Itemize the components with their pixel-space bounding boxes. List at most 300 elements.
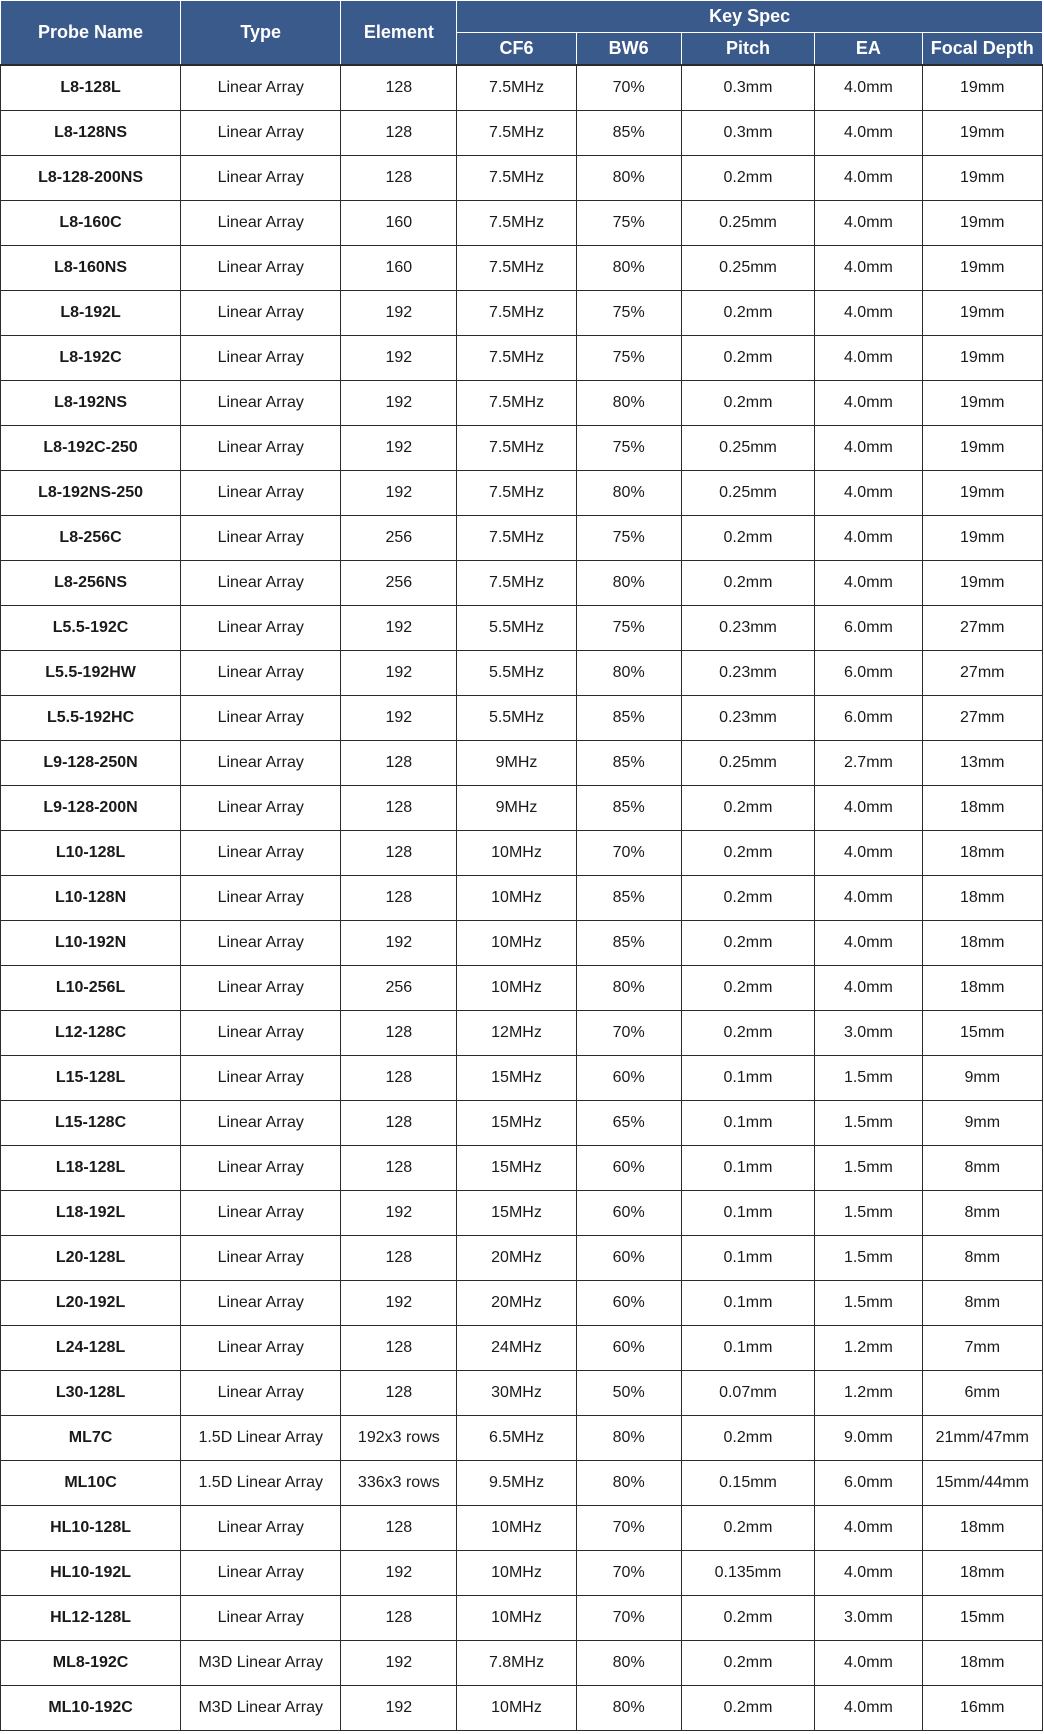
table-row	[1, 1101, 1043, 1146]
bw6-cell: 80%	[576, 246, 681, 291]
element-cell: 192	[341, 291, 457, 336]
ea-cell: 1.5mm	[815, 1281, 922, 1326]
bw6-cell: 85%	[576, 786, 681, 831]
ea-cell: 4.0mm	[815, 1641, 922, 1686]
type-cell: Linear Array	[181, 921, 341, 966]
cf6-cell: 7.8MHz	[457, 1641, 576, 1686]
bw6-cell: 80%	[576, 966, 681, 1011]
table-row	[1, 876, 1043, 921]
ea-cell: 6.0mm	[815, 651, 922, 696]
bw6-cell: 75%	[576, 201, 681, 246]
type-cell: Linear Array	[181, 561, 341, 606]
table-row	[1, 291, 1043, 336]
cf6-cell: 5.5MHz	[457, 606, 576, 651]
focal-depth-cell: 27mm	[922, 696, 1043, 741]
probe-name-cell: L18-128L	[1, 1146, 181, 1191]
bw6-cell: 50%	[576, 1371, 681, 1416]
element-cell: 192	[341, 1551, 457, 1596]
bw6-cell: 75%	[576, 426, 681, 471]
bw6-cell: 85%	[576, 921, 681, 966]
header-key-spec: Key Spec	[457, 1, 1043, 33]
header-cf6: CF6	[457, 33, 576, 66]
ea-cell: 4.0mm	[815, 831, 922, 876]
table-row	[1, 1461, 1043, 1506]
table-row	[1, 921, 1043, 966]
element-cell: 160	[341, 246, 457, 291]
bw6-cell: 70%	[576, 1011, 681, 1056]
bw6-cell: 85%	[576, 876, 681, 921]
header-type: Type	[181, 1, 341, 66]
element-cell: 128	[341, 1056, 457, 1101]
table-row	[1, 1371, 1043, 1416]
table-row	[1, 1686, 1043, 1731]
ea-cell: 4.0mm	[815, 426, 922, 471]
cf6-cell: 30MHz	[457, 1371, 576, 1416]
focal-depth-cell: 7mm	[922, 1326, 1043, 1371]
bw6-cell: 70%	[576, 831, 681, 876]
ea-cell: 4.0mm	[815, 291, 922, 336]
probe-name-cell: L8-128NS	[1, 111, 181, 156]
ea-cell: 4.0mm	[815, 561, 922, 606]
probe-name-cell: L20-192L	[1, 1281, 181, 1326]
focal-depth-cell: 19mm	[922, 336, 1043, 381]
cf6-cell: 15MHz	[457, 1146, 576, 1191]
cf6-cell: 10MHz	[457, 876, 576, 921]
element-cell: 128	[341, 111, 457, 156]
cf6-cell: 5.5MHz	[457, 696, 576, 741]
cf6-cell: 9MHz	[457, 786, 576, 831]
focal-depth-cell: 19mm	[922, 291, 1043, 336]
bw6-cell: 70%	[576, 1596, 681, 1641]
bw6-cell: 60%	[576, 1236, 681, 1281]
ea-cell: 4.0mm	[815, 201, 922, 246]
bw6-cell: 80%	[576, 1686, 681, 1731]
element-cell: 256	[341, 516, 457, 561]
probe-name-cell: L12-128C	[1, 1011, 181, 1056]
type-cell: Linear Array	[181, 381, 341, 426]
type-cell: Linear Array	[181, 1011, 341, 1056]
element-cell: 192	[341, 696, 457, 741]
ea-cell: 1.5mm	[815, 1146, 922, 1191]
pitch-cell: 0.2mm	[681, 156, 815, 201]
cf6-cell: 6.5MHz	[457, 1416, 576, 1461]
header-ea: EA	[815, 33, 922, 66]
cf6-cell: 24MHz	[457, 1326, 576, 1371]
focal-depth-cell: 8mm	[922, 1281, 1043, 1326]
focal-depth-cell: 9mm	[922, 1101, 1043, 1146]
ea-cell: 6.0mm	[815, 606, 922, 651]
ea-cell: 4.0mm	[815, 876, 922, 921]
bw6-cell: 70%	[576, 1506, 681, 1551]
cf6-cell: 7.5MHz	[457, 561, 576, 606]
cf6-cell: 10MHz	[457, 831, 576, 876]
table-row	[1, 1056, 1043, 1101]
table-row	[1, 1191, 1043, 1236]
type-cell: Linear Array	[181, 696, 341, 741]
type-cell: Linear Array	[181, 1146, 341, 1191]
type-cell: Linear Array	[181, 786, 341, 831]
element-cell: 256	[341, 966, 457, 1011]
table-row	[1, 1551, 1043, 1596]
table-row	[1, 336, 1043, 381]
probe-name-cell: L8-256C	[1, 516, 181, 561]
element-cell: 192	[341, 1686, 457, 1731]
pitch-cell: 0.1mm	[681, 1191, 815, 1236]
pitch-cell: 0.2mm	[681, 1686, 815, 1731]
pitch-cell: 0.2mm	[681, 336, 815, 381]
type-cell: 1.5D Linear Array	[181, 1461, 341, 1506]
ea-cell: 1.2mm	[815, 1371, 922, 1416]
type-cell: Linear Array	[181, 831, 341, 876]
table-body	[1, 65, 1043, 1731]
table-row	[1, 381, 1043, 426]
type-cell: Linear Array	[181, 1371, 341, 1416]
focal-depth-cell: 9mm	[922, 1056, 1043, 1101]
probe-name-cell: HL10-192L	[1, 1551, 181, 1596]
probe-name-cell: L8-192L	[1, 291, 181, 336]
ea-cell: 4.0mm	[815, 966, 922, 1011]
probe-name-cell: L18-192L	[1, 1191, 181, 1236]
bw6-cell: 60%	[576, 1191, 681, 1236]
probe-name-cell: ML10C	[1, 1461, 181, 1506]
probe-name-cell: L8-160C	[1, 201, 181, 246]
ea-cell: 4.0mm	[815, 1551, 922, 1596]
cf6-cell: 15MHz	[457, 1056, 576, 1101]
focal-depth-cell: 18mm	[922, 1506, 1043, 1551]
probe-name-cell: ML8-192C	[1, 1641, 181, 1686]
focal-depth-cell: 19mm	[922, 156, 1043, 201]
focal-depth-cell: 18mm	[922, 966, 1043, 1011]
type-cell: Linear Array	[181, 1056, 341, 1101]
header-bw6: BW6	[576, 33, 681, 66]
table-row	[1, 1506, 1043, 1551]
cf6-cell: 7.5MHz	[457, 111, 576, 156]
focal-depth-cell: 19mm	[922, 201, 1043, 246]
bw6-cell: 85%	[576, 111, 681, 156]
focal-depth-cell: 21mm/47mm	[922, 1416, 1043, 1461]
type-cell: Linear Array	[181, 516, 341, 561]
element-cell: 192	[341, 1281, 457, 1326]
bw6-cell: 80%	[576, 1461, 681, 1506]
type-cell: Linear Array	[181, 876, 341, 921]
element-cell: 160	[341, 201, 457, 246]
focal-depth-cell: 19mm	[922, 426, 1043, 471]
focal-depth-cell: 19mm	[922, 516, 1043, 561]
pitch-cell: 0.25mm	[681, 426, 815, 471]
pitch-cell: 0.2mm	[681, 1506, 815, 1551]
cf6-cell: 15MHz	[457, 1191, 576, 1236]
pitch-cell: 0.25mm	[681, 741, 815, 786]
type-cell: Linear Array	[181, 741, 341, 786]
type-cell: Linear Array	[181, 201, 341, 246]
table-row	[1, 696, 1043, 741]
ea-cell: 4.0mm	[815, 1506, 922, 1551]
pitch-cell: 0.2mm	[681, 1011, 815, 1056]
cf6-cell: 20MHz	[457, 1236, 576, 1281]
type-cell: Linear Array	[181, 156, 341, 201]
cf6-cell: 15MHz	[457, 1101, 576, 1146]
element-cell: 192	[341, 426, 457, 471]
probe-name-cell: L8-128-200NS	[1, 156, 181, 201]
table-row	[1, 1281, 1043, 1326]
table-row	[1, 1236, 1043, 1281]
table-row	[1, 471, 1043, 516]
type-cell: Linear Array	[181, 1506, 341, 1551]
probe-name-cell: ML7C	[1, 1416, 181, 1461]
table-row	[1, 786, 1043, 831]
ea-cell: 1.5mm	[815, 1101, 922, 1146]
ea-cell: 1.5mm	[815, 1236, 922, 1281]
pitch-cell: 0.1mm	[681, 1056, 815, 1101]
cf6-cell: 7.5MHz	[457, 381, 576, 426]
ea-cell: 3.0mm	[815, 1596, 922, 1641]
table-row	[1, 1326, 1043, 1371]
cf6-cell: 12MHz	[457, 1011, 576, 1056]
ea-cell: 4.0mm	[815, 156, 922, 201]
pitch-cell: 0.1mm	[681, 1101, 815, 1146]
probe-name-cell: L10-128L	[1, 831, 181, 876]
probe-name-cell: L5.5-192C	[1, 606, 181, 651]
element-cell: 128	[341, 1596, 457, 1641]
bw6-cell: 60%	[576, 1326, 681, 1371]
probe-name-cell: L8-160NS	[1, 246, 181, 291]
bw6-cell: 80%	[576, 156, 681, 201]
bw6-cell: 60%	[576, 1056, 681, 1101]
element-cell: 192	[341, 651, 457, 696]
probe-name-cell: L5.5-192HW	[1, 651, 181, 696]
pitch-cell: 0.3mm	[681, 111, 815, 156]
header-probe-name: Probe Name	[1, 1, 181, 66]
element-cell: 192	[341, 921, 457, 966]
pitch-cell: 0.2mm	[681, 1596, 815, 1641]
element-cell: 192	[341, 606, 457, 651]
pitch-cell: 0.25mm	[681, 471, 815, 516]
type-cell: Linear Array	[181, 1596, 341, 1641]
focal-depth-cell: 13mm	[922, 741, 1043, 786]
probe-name-cell: L8-192NS	[1, 381, 181, 426]
focal-depth-cell: 8mm	[922, 1236, 1043, 1281]
element-cell: 192	[341, 381, 457, 426]
table-row	[1, 516, 1043, 561]
focal-depth-cell: 18mm	[922, 786, 1043, 831]
element-cell: 192	[341, 336, 457, 381]
element-cell: 336x3 rows	[341, 1461, 457, 1506]
probe-name-cell: L9-128-250N	[1, 741, 181, 786]
cf6-cell: 7.5MHz	[457, 291, 576, 336]
pitch-cell: 0.2mm	[681, 1416, 815, 1461]
pitch-cell: 0.3mm	[681, 65, 815, 111]
type-cell: Linear Array	[181, 336, 341, 381]
bw6-cell: 70%	[576, 1551, 681, 1596]
element-cell: 128	[341, 1371, 457, 1416]
table-row	[1, 741, 1043, 786]
focal-depth-cell: 18mm	[922, 921, 1043, 966]
focal-depth-cell: 19mm	[922, 65, 1043, 111]
type-cell: Linear Array	[181, 651, 341, 696]
element-cell: 192x3 rows	[341, 1416, 457, 1461]
pitch-cell: 0.2mm	[681, 831, 815, 876]
table-row	[1, 561, 1043, 606]
table-row	[1, 831, 1043, 876]
focal-depth-cell: 18mm	[922, 831, 1043, 876]
table-row	[1, 1146, 1043, 1191]
pitch-cell: 0.2mm	[681, 291, 815, 336]
focal-depth-cell: 18mm	[922, 1641, 1043, 1686]
focal-depth-cell: 15mm	[922, 1011, 1043, 1056]
type-cell: Linear Array	[181, 606, 341, 651]
pitch-cell: 0.2mm	[681, 921, 815, 966]
probe-name-cell: L9-128-200N	[1, 786, 181, 831]
pitch-cell: 0.1mm	[681, 1146, 815, 1191]
pitch-cell: 0.15mm	[681, 1461, 815, 1506]
table-row	[1, 606, 1043, 651]
element-cell: 128	[341, 1011, 457, 1056]
ea-cell: 4.0mm	[815, 336, 922, 381]
probe-name-cell: L15-128C	[1, 1101, 181, 1146]
focal-depth-cell: 15mm	[922, 1596, 1043, 1641]
pitch-cell: 0.2mm	[681, 786, 815, 831]
type-cell: Linear Array	[181, 471, 341, 516]
table-row	[1, 156, 1043, 201]
ea-cell: 1.2mm	[815, 1326, 922, 1371]
type-cell: Linear Array	[181, 65, 341, 111]
ea-cell: 1.5mm	[815, 1056, 922, 1101]
bw6-cell: 70%	[576, 65, 681, 111]
type-cell: Linear Array	[181, 246, 341, 291]
type-cell: Linear Array	[181, 966, 341, 1011]
ea-cell: 4.0mm	[815, 246, 922, 291]
cf6-cell: 9.5MHz	[457, 1461, 576, 1506]
type-cell: Linear Array	[181, 426, 341, 471]
element-cell: 128	[341, 741, 457, 786]
probe-name-cell: L24-128L	[1, 1326, 181, 1371]
ea-cell: 1.5mm	[815, 1191, 922, 1236]
type-cell: M3D Linear Array	[181, 1641, 341, 1686]
cf6-cell: 5.5MHz	[457, 651, 576, 696]
focal-depth-cell: 16mm	[922, 1686, 1043, 1731]
pitch-cell: 0.2mm	[681, 1641, 815, 1686]
element-cell: 128	[341, 65, 457, 111]
pitch-cell: 0.23mm	[681, 606, 815, 651]
cf6-cell: 9MHz	[457, 741, 576, 786]
ea-cell: 4.0mm	[815, 516, 922, 561]
ea-cell: 4.0mm	[815, 471, 922, 516]
probe-name-cell: L8-256NS	[1, 561, 181, 606]
focal-depth-cell: 19mm	[922, 246, 1043, 291]
focal-depth-cell: 19mm	[922, 471, 1043, 516]
pitch-cell: 0.2mm	[681, 516, 815, 561]
cf6-cell: 7.5MHz	[457, 426, 576, 471]
probe-name-cell: HL10-128L	[1, 1506, 181, 1551]
probe-name-cell: L10-128N	[1, 876, 181, 921]
element-cell: 128	[341, 1236, 457, 1281]
table-row	[1, 1416, 1043, 1461]
ea-cell: 4.0mm	[815, 65, 922, 111]
ea-cell: 2.7mm	[815, 741, 922, 786]
cf6-cell: 7.5MHz	[457, 156, 576, 201]
bw6-cell: 80%	[576, 651, 681, 696]
bw6-cell: 60%	[576, 1281, 681, 1326]
bw6-cell: 80%	[576, 561, 681, 606]
focal-depth-cell: 27mm	[922, 606, 1043, 651]
cf6-cell: 10MHz	[457, 1506, 576, 1551]
element-cell: 128	[341, 831, 457, 876]
type-cell: 1.5D Linear Array	[181, 1416, 341, 1461]
type-cell: Linear Array	[181, 1236, 341, 1281]
probe-name-cell: L10-256L	[1, 966, 181, 1011]
pitch-cell: 0.1mm	[681, 1281, 815, 1326]
header-pitch: Pitch	[681, 33, 815, 66]
probe-name-cell: L8-192NS-250	[1, 471, 181, 516]
cf6-cell: 7.5MHz	[457, 201, 576, 246]
probe-name-cell: L8-192C-250	[1, 426, 181, 471]
ea-cell: 4.0mm	[815, 1686, 922, 1731]
pitch-cell: 0.25mm	[681, 246, 815, 291]
pitch-cell: 0.1mm	[681, 1236, 815, 1281]
cf6-cell: 10MHz	[457, 1686, 576, 1731]
element-cell: 128	[341, 786, 457, 831]
pitch-cell: 0.2mm	[681, 561, 815, 606]
ea-cell: 6.0mm	[815, 696, 922, 741]
table-row	[1, 1011, 1043, 1056]
probe-name-cell: L15-128L	[1, 1056, 181, 1101]
bw6-cell: 75%	[576, 606, 681, 651]
cf6-cell: 7.5MHz	[457, 336, 576, 381]
focal-depth-cell: 19mm	[922, 111, 1043, 156]
pitch-cell: 0.25mm	[681, 201, 815, 246]
table-row	[1, 1641, 1043, 1686]
focal-depth-cell: 8mm	[922, 1146, 1043, 1191]
ea-cell: 9.0mm	[815, 1416, 922, 1461]
element-cell: 128	[341, 876, 457, 921]
table-row	[1, 1596, 1043, 1641]
cf6-cell: 10MHz	[457, 1596, 576, 1641]
bw6-cell: 80%	[576, 471, 681, 516]
header-element: Element	[341, 1, 457, 66]
pitch-cell: 0.23mm	[681, 696, 815, 741]
focal-depth-cell: 27mm	[922, 651, 1043, 696]
element-cell: 128	[341, 156, 457, 201]
header-focal-depth: Focal Depth	[922, 33, 1043, 66]
focal-depth-cell: 19mm	[922, 381, 1043, 426]
probe-name-cell: L30-128L	[1, 1371, 181, 1416]
cf6-cell: 7.5MHz	[457, 516, 576, 561]
focal-depth-cell: 15mm/44mm	[922, 1461, 1043, 1506]
probe-name-cell: L20-128L	[1, 1236, 181, 1281]
type-cell: Linear Array	[181, 1101, 341, 1146]
focal-depth-cell: 18mm	[922, 876, 1043, 921]
element-cell: 128	[341, 1506, 457, 1551]
type-cell: Linear Array	[181, 291, 341, 336]
element-cell: 128	[341, 1326, 457, 1371]
cf6-cell: 10MHz	[457, 921, 576, 966]
type-cell: M3D Linear Array	[181, 1686, 341, 1731]
focal-depth-cell: 8mm	[922, 1191, 1043, 1236]
ea-cell: 4.0mm	[815, 786, 922, 831]
pitch-cell: 0.2mm	[681, 966, 815, 1011]
element-cell: 128	[341, 1146, 457, 1191]
table-row	[1, 426, 1043, 471]
type-cell: Linear Array	[181, 1551, 341, 1596]
bw6-cell: 80%	[576, 1641, 681, 1686]
focal-depth-cell: 6mm	[922, 1371, 1043, 1416]
element-cell: 192	[341, 1641, 457, 1686]
bw6-cell: 65%	[576, 1101, 681, 1146]
element-cell: 128	[341, 1101, 457, 1146]
cf6-cell: 7.5MHz	[457, 471, 576, 516]
probe-name-cell: L8-128L	[1, 65, 181, 111]
pitch-cell: 0.07mm	[681, 1371, 815, 1416]
